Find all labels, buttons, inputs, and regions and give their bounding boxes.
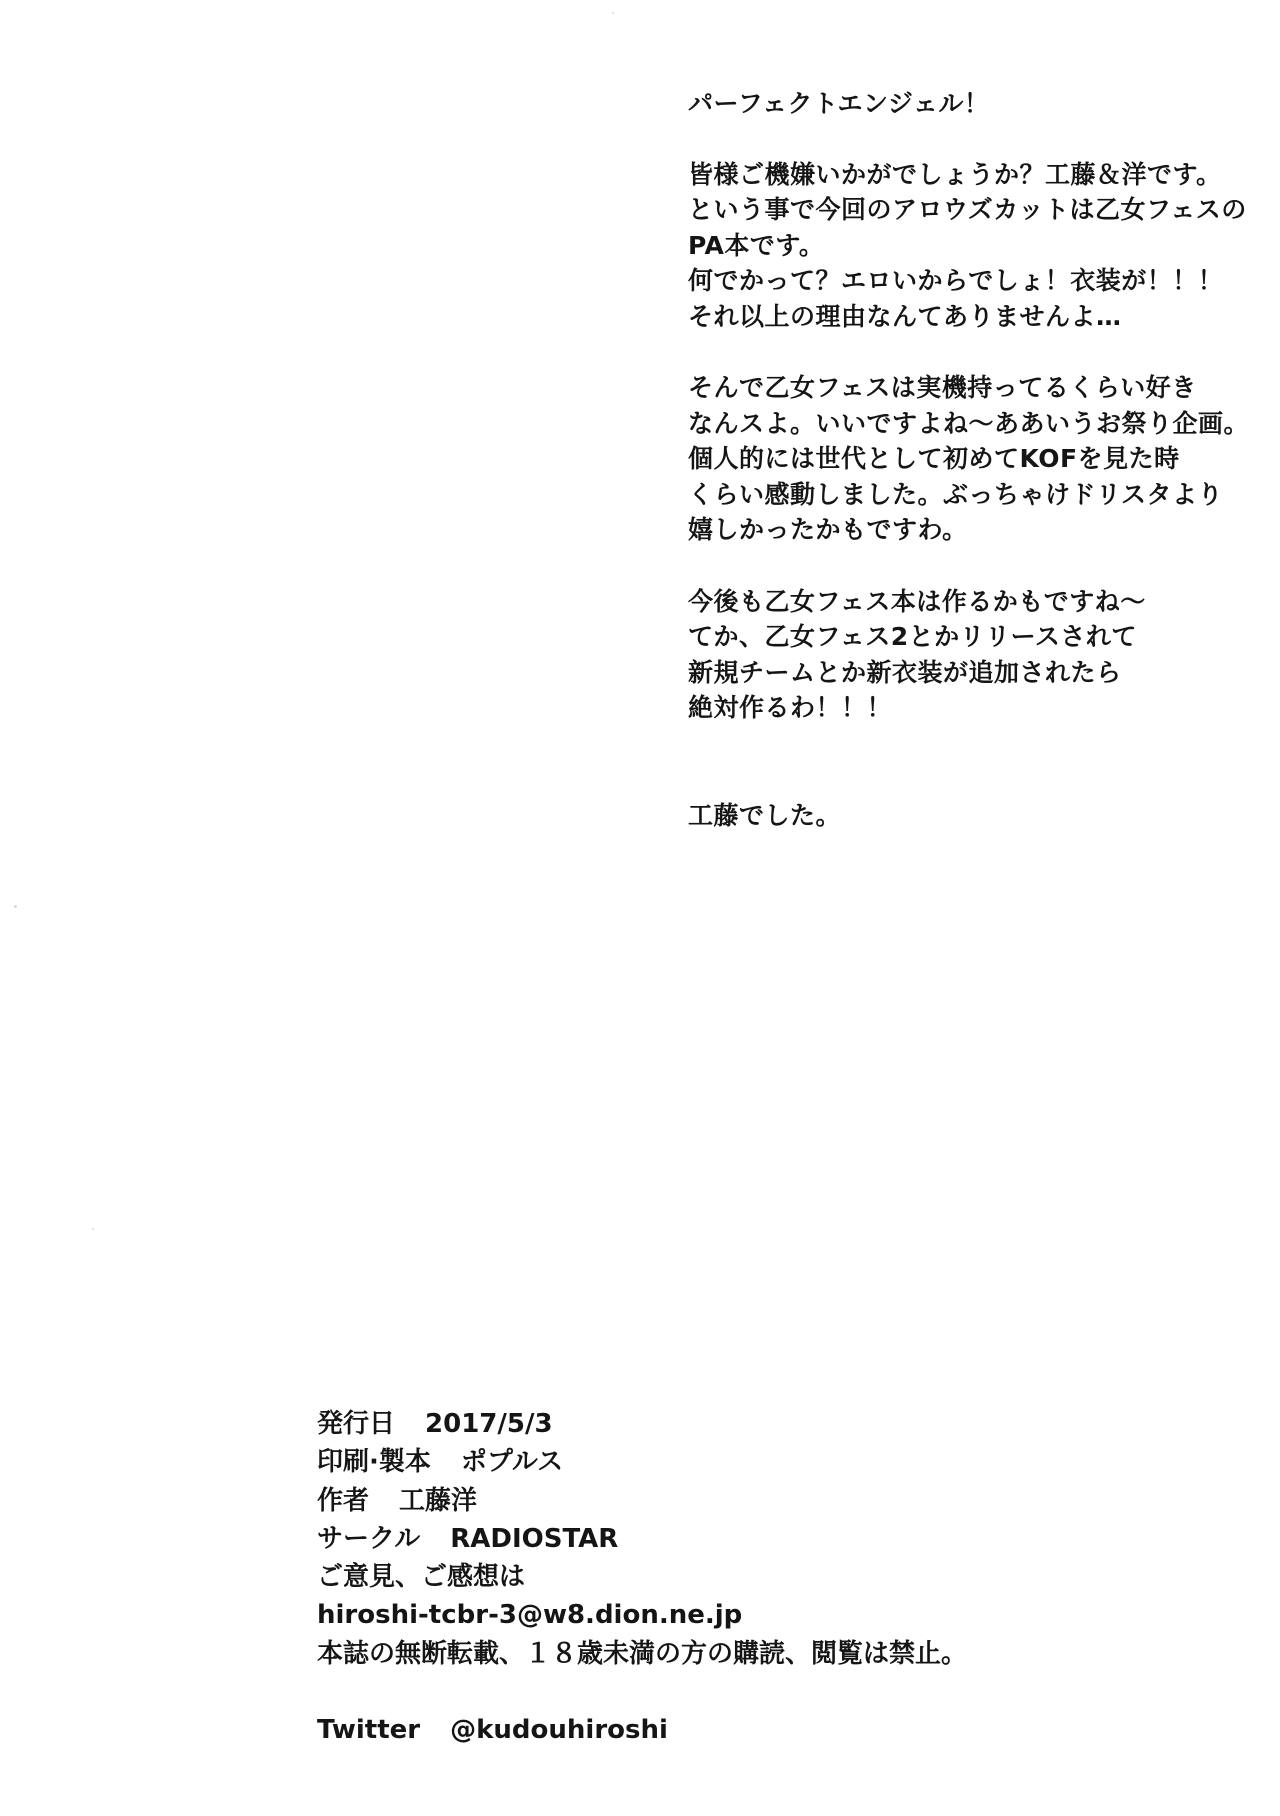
- afterword-line: 何でかって？エロいからでしょ！衣装が！！！: [688, 266, 1224, 295]
- afterword-text: [688, 86, 1258, 833]
- colophon-circle-row: [317, 1520, 1077, 1558]
- colophon-feedback-row: [317, 1558, 1077, 1596]
- author-label: 作者: [317, 1485, 370, 1516]
- afterword-line: てか、乙女フェス2とかリリースされて: [688, 622, 1137, 651]
- colophon-notice-row: [317, 1635, 1077, 1673]
- colophon-printing-row: [317, 1443, 1077, 1481]
- colophon-email-row: [317, 1596, 1077, 1634]
- feedback-text: ご意見、ご感想は: [317, 1562, 526, 1593]
- paper-speck: [92, 1228, 94, 1230]
- afterword-line: 皆様ご機嫌いかがでしょうか？工藤＆洋です。: [688, 159, 1222, 189]
- afterword-line: PA本です。: [688, 230, 825, 260]
- author-value: 工藤洋: [399, 1485, 478, 1516]
- afterword-signoff: 工藤でした。: [688, 800, 842, 830]
- afterword-line: そんで乙女フェスは実機持ってるくらい好き: [688, 373, 1197, 402]
- release-date: 2017/5/3: [425, 1409, 553, 1439]
- printing-value: ポプルス: [460, 1447, 564, 1478]
- printing-label: 印刷·製本: [317, 1447, 431, 1478]
- afterword-line: なんスよ。いいですよね～ああいうお祭り企画。: [688, 408, 1250, 438]
- reproduction-notice: 本誌の無断転載、１８歳未満の方の購読、閲覧は禁止。: [317, 1638, 968, 1669]
- colophon: [317, 1405, 1077, 1749]
- afterword-line: それ以上の理由なんてありませんよ…: [688, 301, 1122, 331]
- afterword-line: という事で今回のアロウズカットは乙女フェスの: [688, 195, 1247, 224]
- afterword-line: 今後も乙女フェス本は作るかもですね～: [688, 586, 1146, 616]
- circle-label: サークル: [317, 1523, 421, 1554]
- colophon-release-row: [317, 1405, 1077, 1443]
- colophon-twitter-row: [317, 1711, 1077, 1749]
- colophon-author-row: [317, 1482, 1077, 1520]
- afterword-line: 絶対作るわ！！！: [688, 693, 893, 722]
- release-label: 発行日: [317, 1409, 396, 1439]
- afterword-paragraph-1: [688, 157, 1258, 335]
- circle-value: RADIOSTAR: [450, 1523, 619, 1554]
- twitter-label: Twitter: [317, 1715, 421, 1746]
- afterword-title: パーフェクトエンジェル！: [688, 89, 990, 118]
- paper-speck: [612, 12, 614, 14]
- twitter-handle: @kudouhiroshi: [450, 1715, 668, 1746]
- afterword-line: 新規チームとか新衣装が追加されたら: [688, 657, 1122, 687]
- afterword-line: 個人的には世代として初めてKOFを見た時: [688, 444, 1180, 473]
- afterword-line: 嬉しかったかもですわ。: [688, 515, 968, 544]
- paper-speck: [14, 905, 17, 908]
- contact-email: hiroshi-tcbr-3@w8.dion.ne.jp: [317, 1600, 743, 1631]
- afterword-paragraph-3: [688, 584, 1258, 726]
- afterword-paragraph-2: [688, 370, 1258, 548]
- afterword-line: くらい感動しました。ぶっちゃけドリスタより: [688, 479, 1224, 509]
